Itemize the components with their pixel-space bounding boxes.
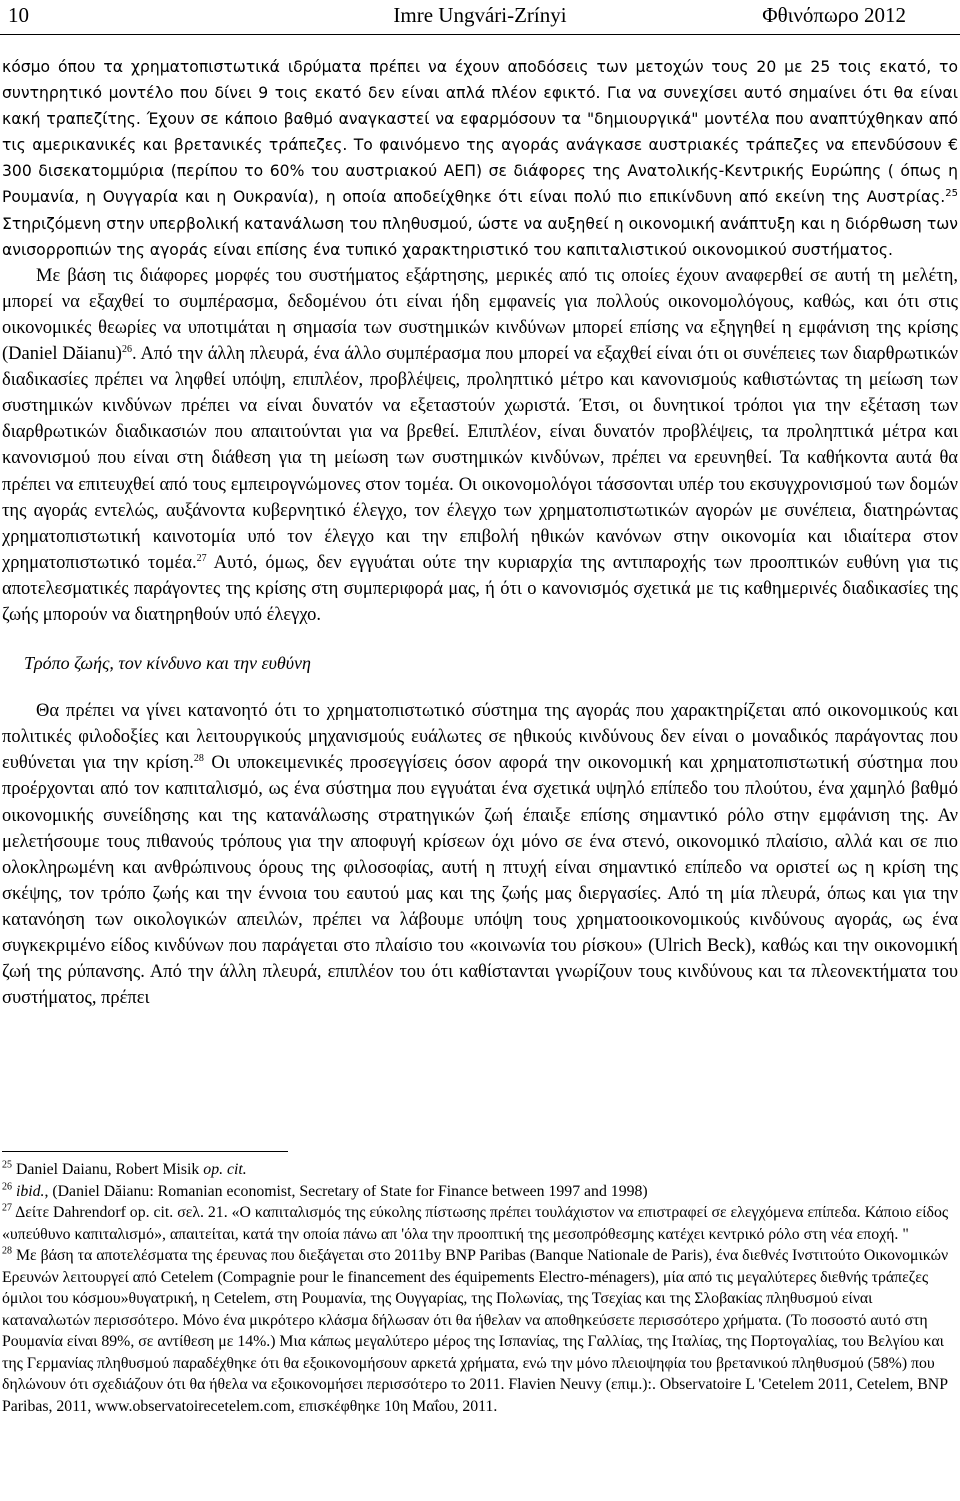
footnote-ref[interactable]: 28: [193, 753, 204, 765]
footnote: [2, 1181, 956, 1203]
text-run: . Από την άλλη πλευρά, ένα άλλο συμπέρασμα που μπορεί να εξαχθεί είναι ότι οι συνέπειες των διαρθρωτικών διαδικασίες πρέπει να ληφθεί υπόψη, επιπλέον, προβλέψεις, προληπτικό μέτρο και κανονισμούς καθιστώντας τη μείωση των συστημικών κινδύνων πρέπει να είναι δυνατόν να εξεταστούν χωριστά. Έτσι, οι δυνητικοί τρόποι για την εξέταση των διαρθρωτικών διαδικασιών που απαιτούνται για να βρεθεί. Επιπλέον, είναι δυνατόν προβλέψεις, τα προληπτικά μέτρα και κανονισμού που είναι στη διάθεση για τη μείωση των συστημικών κινδύνων, πρέπει να ερευνηθεί. Τα καθήκοντα αυτά θα πρέπει να επιτευχθεί από τους εμπειρογνώμονες στον τομέα. Οι οικονομολόγοι τάσσονται υπέρ του εκσυγχρονισμού των δομών της αγοράς εντελώς, αυξάνοντα κυβερνητικό έλεγχο, τον έλεγχο των χρηματοπιστωτικών αγορών με συνέπεια, διατηρώντας χρηματοπιστωτική καινοτομία υπό τον έλεγχο και την επιβολή ηθικών κανόνων στην οικονομία και ιδιαίτερα στον χρηματοπιστωτικό τομέα.: [2, 344, 958, 573]
footnote-italic: op. cit.: [203, 1161, 247, 1178]
footnote-ref[interactable]: 26: [121, 343, 132, 355]
footnote-number: 28: [2, 1245, 12, 1257]
paragraph: [2, 263, 958, 628]
footnote-ref[interactable]: 27: [196, 552, 207, 564]
footnote-number: 27: [2, 1202, 12, 1214]
footnote-text: Δείτε Dahrendorf op. cit. σελ. 21. «Ο καπιταλισμός της εύκολης πίστωσης πρέπει τουλάχιστον να επιστραφεί σε ελεγχόμενα επίπεδα. Κάποιο είδος «υπεύθυνο καπιταλισμό», απαιτείται, κατά την οποία πάνω απ 'όλα την προοπτική της μεσοπρόθεσμης κατέχει κεντρικό ρόλο στη νέα εποχή. ": [2, 1204, 949, 1243]
footnote: [2, 1202, 956, 1245]
text-run: Στηριζόμενη στην υπερβολική κατανάλωση του πληθυσμού, ώστε να αυξηθεί η οικονομική ανάπτυξη και η διόρθωση των ανισορροπιών της αγοράς είναι επίσης ένα τυπικό χαρακτηριστικό του καπιταλιστικού οικονομικού συστήματος.: [2, 214, 958, 259]
section-heading: Τρόπο ζωής, τον κίνδυνο και την ευθύνη: [24, 653, 311, 674]
text-run: Με βάση τις διάφορες μορφές του συστήματος εξάρτησης, μερικές από τις οποίες έχουν αναφερθεί σε αυτή τη μελέτη, μπορεί να εξαχθεί το συμπέρασμα, δεδομένου ότι είναι ήδη εμφανείς για πολλούς οικονομολόγους, καθώς, και ότι στις οικονομικές θεωρίες να υποτιμάται η σημασία των συστημικών κινδύνων μπορεί επίσης να εξηγηθεί η εμφάνιση της κρίσης (Daniel Dăianu): [2, 265, 958, 365]
footnote-text: Daniel Daianu, Robert Misik: [12, 1161, 204, 1178]
footnote: [2, 1245, 956, 1417]
footnote-text: Με βάση τα αποτελέσματα της έρευνας που διεξάγεται στο 2011by BNP Paribas (Banque Nationale de Paris), ένα διεθνές Ινστιτούτο Οικονομικών Ερευνών λειτουργεί από Cetelem (Compagnie pour le financement des équipements Electro-ménagers), μία από τις μεγαλύτερες διεθνής τράπεζες όμιλοι του κόσμου»θυγατρική, η Cetelem, στη Ρουμανία, της Ουγγαρίας, της Πολωνίας, της Τσεχίας και της Σλοβακίας πληθυσμού είναι καταναλωτών περισσότερο. Μόνο ένα μικρότερο κλάσμα δήλωσαν ότι θα ήθελαν να αποθηκεύσετε περισσότερο χρήματα. (Το ποσοστό αυτό στη Ρουμανία είναι 89%, σε αντίθεση με 14%.) Μια κάπως μεγαλύτερο μέρος της Ισπανίας, της Γαλλίας, της Ιταλίας, της Πορτογαλίας, του Βελγίου και της Γερμανίας πληθυσμού παραδέχθηκε ότι θα εξοικονομήσουν αρκετά χρήματα, ενώ την μόνο πλειοψηφία του βρετανικού πληθυσμού (58%) που δηλώνουν ότι σχεδιάζουν ότι θα ήθελα να εξοικονομήσει περισσότερο το 2011. Flavien Neuvy (επιμ.):. Observatoire L 'Cetelem 2011, Cetelem, BNP Paribas, 2011, www.observatoirecetelem.com, επισκέφθηκε 10η Μαΐου, 2011.: [2, 1247, 949, 1415]
text-run: Θα πρέπει να γίνει κατανοητό ότι το χρηματοπιστωτικό σύστημα της αγοράς που χαρακτηρίζεται από οικονομικούς και πολιτικές φιλοδοξίες και λειτουργικούς μηχανισμούς ευάλωτες σε ηθικούς κινδύνους δεν είναι ο μοναδικός παράγοντας που ευθύνεται για την κρίση.: [2, 701, 958, 774]
text-run: Αυτό, όμως, δεν εγγυάται ούτε την κυριαρχία της αντιπαροχής των προοπτικών ευθύνη για τις αποτελεσματικές παράγοντες της κρίσης στη συμπεριφορά μας, ή ότι ο κανονισμός σχετικά με τις καθημερινές διαδικασίες της ζωής μπορούν να διατηρηθούν υπό έλεγχο.: [2, 552, 958, 625]
page-number: 10: [8, 3, 29, 27]
header-author: Imre Ungvári-Zrínyi: [393, 3, 567, 27]
footnote-ref[interactable]: 25: [945, 188, 958, 200]
paragraph: [2, 698, 958, 1011]
header-issue: Φθινόπωρο 2012: [762, 3, 906, 27]
footnote-number: 26: [2, 1181, 12, 1193]
running-header: [0, 0, 960, 35]
footnote-text-rest: , (Daniel Dăianu: Romanian economist, Secretary of State for Finance between 1997 and 1998): [44, 1182, 648, 1200]
footnote-number: 25: [2, 1159, 12, 1171]
footnote-italic: ibid.: [15, 1182, 45, 1200]
text-run: κόσμο όπου τα χρηματοπιστωτικά ιδρύματα πρέπει να έχουν αποδόσεις των μετοχών τους 20 με 25 τοις εκατό, το συντηρητικό μοντέλο που δίνει 9 τοις εκατό δεν είναι απλά πλέον εφικτό. Για να συνεχίσει αυτό σημαίνει ότι θα είναι κακή τραπεζίτης. Έχουν σε κάποιο βαθμό αναγκαστεί να εφαρμόσουν τα "δημιουργικά" μοντέλα που αναπτύχθηκαν από τις αμερικανικές και βρετανικές τράπεζες. Το φαινόμενο της αγοράς ανάγκασε αυστριακές τράπεζες να επενδύσουν € 300 δισεκατομμύρια (περίπου το 60% του αυστριακού ΑΕΠ) σε διάφορες της Ανατολικής-Κεντρικής Ευρώπης ( όπως η Ρουμανία, η Ουγγαρία και η Ουκρανία), η οποία αποδείχθηκε ότι είναι πολύ πιο επικίνδυνη από εκείνη της Αυστρίας.: [2, 58, 958, 207]
body-text: [2, 54, 958, 1011]
footnote-separator: [2, 1151, 288, 1152]
footnote: [2, 1159, 956, 1181]
paragraph: [2, 54, 958, 263]
text-run: Οι υποκειμενικές προσεγγίσεις όσον αφορά την οικονομική και χρηματοπιστωτική σύστημα που προέρχονται από τον καπιταλισμό, ως ένα σύστημα που εγγυάται ένα σχετικά υψηλό επίπεδο του πλούτου, ένα χαμηλό βαθμό οικονομικής συνείδησης και της κατανάλωσης στρατηγικών ζωή έπαιξε επίσης σημαντικό ρόλο στην εμφάνιση της. Αν μελετήσουμε τους πιθανούς τρόπους για την αποφυγή κρίσεων όχι μόνο σε ένα στενό, οικονομικό πλαίσιο, αλλά και σε πιο ολοκληρωμένη και ανθρώπινους όρους της φιλοσοφίας, αυτή η πτυχή είναι σημαντικό επίπεδο να οριστεί ως η κρίση της σκέψης, τον τρόπο ζωής και την έννοια του εαυτού μας και της ζωής μας διεργασίες. Από τη μία πλευρά, όπως και για την κατανόηση των οικολογικών απειλών, πρέπει να λάβουμε υπόψη τους χρηματοοικονομικούς κινδύνους αγοράς, ως ένα συγκεκριμένο είδος κινδύνων που παράγεται στο πλαίσιο του «κοινωνία του ρίσκου» (Ulrich Beck), καθώς και την οικονομική ζωή της ρύπανσης. Από την άλλη πλευρά, επιπλέον του ότι καθίστανται γνωρίζουν τους κινδύνους και τα πλεονεκτήματα του συστήματος, πρέπει: [2, 753, 959, 1009]
footnotes: [2, 1159, 956, 1417]
